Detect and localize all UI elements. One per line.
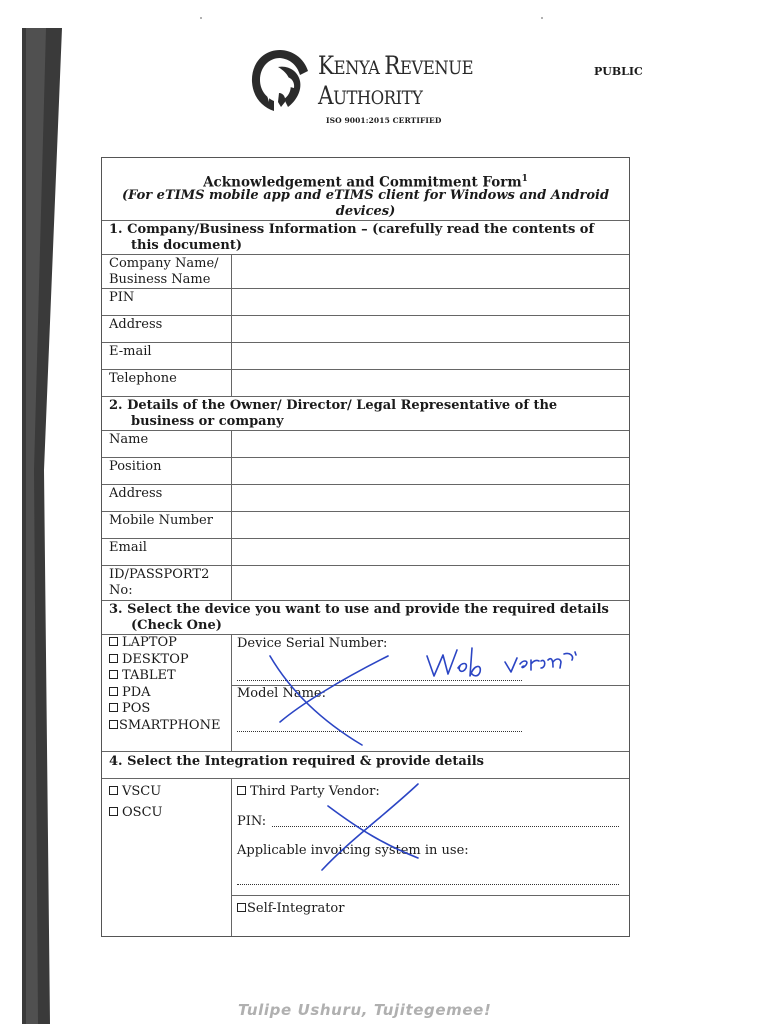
checkbox-icon [237,903,246,912]
checkbox-laptop[interactable]: LAPTOP [109,635,177,651]
label-telephone: Telephone [109,371,177,386]
rule [102,511,629,512]
label-mobile-number: Mobile Number [109,513,213,528]
rule [102,457,629,458]
vendor-pin-label: PIN: [237,814,267,829]
checkbox-vscu[interactable]: VSCU [109,784,161,800]
section-4-heading: 4. Select the Integration required & provide details [109,754,485,769]
invoicing-system-label: Applicable invoicing system in use: [237,843,469,858]
section-2-heading-cont: business or company [131,414,284,429]
label-business-name: Business Name [109,272,211,287]
rule [102,634,629,635]
checkbox-icon [109,807,118,816]
section-3-heading-cont: (Check One) [131,618,222,633]
rule [102,751,629,752]
organization-name: KENYA REVENUE AUTHORITY [318,51,474,110]
device-serial-field[interactable] [237,680,522,681]
checkbox-third-party-vendor[interactable]: Third Party Vendor: [237,784,380,800]
iso-certification: ISO 9001:2015 CERTIFIED [326,116,442,125]
label-id-passport-no: No: [109,583,133,598]
checkbox-icon [109,786,118,795]
checkbox-icon [237,786,246,795]
form-title: Acknowledgement and Commitment Form$^1$ [203,174,528,191]
rule [102,254,629,255]
checkbox-icon [109,637,118,646]
classification-label: PUBLIC [594,65,643,78]
rule [102,538,629,539]
label-owner-email: Email [109,540,147,555]
label-pin: PIN [109,290,135,305]
rule [102,484,629,485]
model-name-label: Model Name: [237,686,326,701]
rule [231,895,629,896]
column-divider [231,634,232,751]
label-position: Position [109,459,162,474]
rule [102,565,629,566]
device-serial-label: Device Serial Number: [237,636,388,651]
label-email: E-mail [109,344,152,359]
scan-shadow-edge [0,0,70,1024]
checkbox-oscu[interactable]: OSCU [109,805,162,821]
checkbox-desktop[interactable]: DESKTOP [109,652,189,668]
section-1-heading: 1. Company/Business Information – (carefully read the contents of [109,222,595,237]
scan-speck [541,17,543,19]
rule [102,396,629,397]
checkbox-smartphone[interactable]: SMARTPHONE [109,718,220,734]
column-divider [231,430,232,600]
checkbox-pda[interactable]: PDA [109,685,151,701]
rule [102,288,629,289]
checkbox-pos[interactable]: POS [109,701,150,717]
section-1-heading-cont: this document) [131,238,243,253]
label-id-passport: ID/PASSPORT2 [109,567,210,582]
label-owner-name: Name [109,432,149,447]
rule [102,430,629,431]
footer-slogan: Tulipe Ushuru, Tujitegemee! [238,1001,492,1019]
rule [102,342,629,343]
rule [102,369,629,370]
form-subtitle-cont: devices) [335,204,396,219]
checkbox-self-integrator[interactable]: Self-Integrator [237,901,344,917]
form-subtitle: (For eTIMS mobile app and eTIMS client for Windows and Android [121,188,610,203]
invoicing-system-field[interactable] [237,884,619,885]
label-owner-address: Address [109,486,163,501]
column-divider [231,778,232,936]
checkbox-icon [109,703,118,712]
acknowledgement-form [101,157,630,937]
rule [102,220,629,221]
label-address: Address [109,317,163,332]
checkbox-icon [109,687,118,696]
section-2-heading: 2. Details of the Owner/ Director/ Legal Representative of the [109,398,558,413]
checkbox-icon [109,670,118,679]
label-company-name: Company Name/ [109,256,219,271]
scan-speck [200,17,202,19]
rule [102,600,629,601]
model-name-field[interactable] [237,731,522,732]
vendor-pin-field[interactable] [272,826,619,827]
rule [102,315,629,316]
kra-lion-logo-icon [248,47,312,113]
rule [102,778,629,779]
checkbox-tablet[interactable]: TABLET [109,668,176,684]
column-divider [231,254,232,397]
section-3-heading: 3. Select the device you want to use and provide the required details [109,602,609,617]
checkbox-icon [109,720,118,729]
checkbox-icon [109,654,118,663]
